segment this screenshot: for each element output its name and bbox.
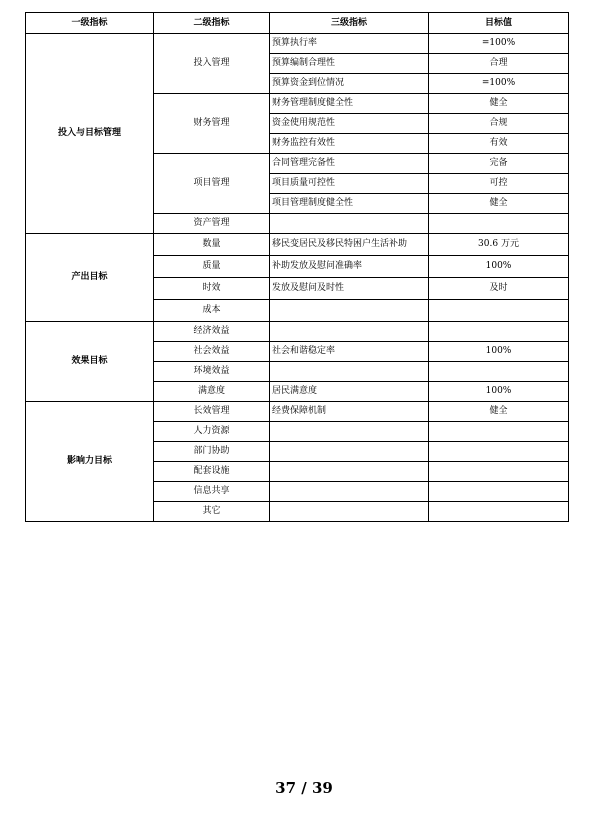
target-cell: 可控 [429, 174, 569, 194]
level3-cell: 预算执行率 [270, 34, 429, 54]
level3-cell [270, 362, 429, 382]
table-row [26, 34, 569, 54]
level2-cell: 信息共享 [154, 482, 270, 502]
header-level2: 二级指标 [154, 13, 270, 34]
target-cell: 合理 [429, 54, 569, 74]
target-cell [429, 482, 569, 502]
target-cell [429, 300, 569, 322]
level3-cell: 项目管理制度健全性 [270, 194, 429, 214]
level1-cell: 产出目标 [26, 234, 154, 322]
level2-cell: 资产管理 [154, 214, 270, 234]
level2-cell: 项目管理 [154, 154, 270, 214]
target-cell [429, 422, 569, 442]
level3-cell [270, 214, 429, 234]
level3-cell [270, 442, 429, 462]
level3-cell: 合同管理完备性 [270, 154, 429, 174]
level1-cell: 投入与目标管理 [26, 34, 154, 234]
level2-cell: 成本 [154, 300, 270, 322]
level3-cell: 财务监控有效性 [270, 134, 429, 154]
level2-cell: 部门协助 [154, 442, 270, 462]
table-row [26, 322, 569, 342]
level3-cell: 居民满意度 [270, 382, 429, 402]
target-cell [429, 214, 569, 234]
level2-cell: 数量 [154, 234, 270, 256]
level1-cell: 影响力目标 [26, 402, 154, 522]
level3-cell [270, 502, 429, 522]
level2-cell: 财务管理 [154, 94, 270, 154]
level3-cell: 发放及慰问及时性 [270, 278, 429, 300]
level3-cell: 资金使用规范性 [270, 114, 429, 134]
level2-cell: 配套设施 [154, 462, 270, 482]
level3-cell [270, 482, 429, 502]
page-number: 37 / 39 [275, 779, 333, 797]
level2-cell: 投入管理 [154, 34, 270, 94]
target-cell: 健全 [429, 402, 569, 422]
level2-cell: 人力资源 [154, 422, 270, 442]
target-cell [429, 322, 569, 342]
level3-cell: 补助发放及慰问准确率 [270, 256, 429, 278]
level3-cell: 预算资金到位情况 [270, 74, 429, 94]
target-cell: 100% [429, 382, 569, 402]
target-cell: 及时 [429, 278, 569, 300]
level3-cell: 移民变居民及移民特困户生活补助 [270, 234, 429, 256]
level2-cell: 环境效益 [154, 362, 270, 382]
level3-cell: 经费保障机制 [270, 402, 429, 422]
target-cell: 健全 [429, 94, 569, 114]
level3-cell [270, 422, 429, 442]
level3-cell: 项目质量可控性 [270, 174, 429, 194]
target-cell: 100% [429, 342, 569, 362]
level2-cell: 满意度 [154, 382, 270, 402]
target-cell [429, 362, 569, 382]
level1-cell: 效果目标 [26, 322, 154, 402]
level2-cell: 长效管理 [154, 402, 270, 422]
target-cell [429, 462, 569, 482]
target-cell: =100% [429, 74, 569, 94]
header-target: 目标值 [429, 13, 569, 34]
target-cell [429, 442, 569, 462]
level2-cell: 时效 [154, 278, 270, 300]
target-cell: 30.6 万元 [429, 234, 569, 256]
level3-cell: 财务管理制度健全性 [270, 94, 429, 114]
level2-cell: 其它 [154, 502, 270, 522]
performance-indicator-table [25, 12, 569, 522]
level3-cell: 预算编制合理性 [270, 54, 429, 74]
level2-cell: 质量 [154, 256, 270, 278]
target-cell: 100% [429, 256, 569, 278]
target-cell: 合规 [429, 114, 569, 134]
level3-cell: 社会和谐稳定率 [270, 342, 429, 362]
target-cell: =100% [429, 34, 569, 54]
level3-cell [270, 300, 429, 322]
target-cell: 健全 [429, 194, 569, 214]
table-header-row [26, 13, 569, 34]
table-row [26, 234, 569, 256]
target-cell [429, 502, 569, 522]
header-level1: 一级指标 [26, 13, 154, 34]
level3-cell [270, 462, 429, 482]
header-level3: 三级指标 [270, 13, 429, 34]
target-cell: 完备 [429, 154, 569, 174]
level3-cell [270, 322, 429, 342]
level2-cell: 经济效益 [154, 322, 270, 342]
table-row [26, 402, 569, 422]
level2-cell: 社会效益 [154, 342, 270, 362]
target-cell: 有效 [429, 134, 569, 154]
